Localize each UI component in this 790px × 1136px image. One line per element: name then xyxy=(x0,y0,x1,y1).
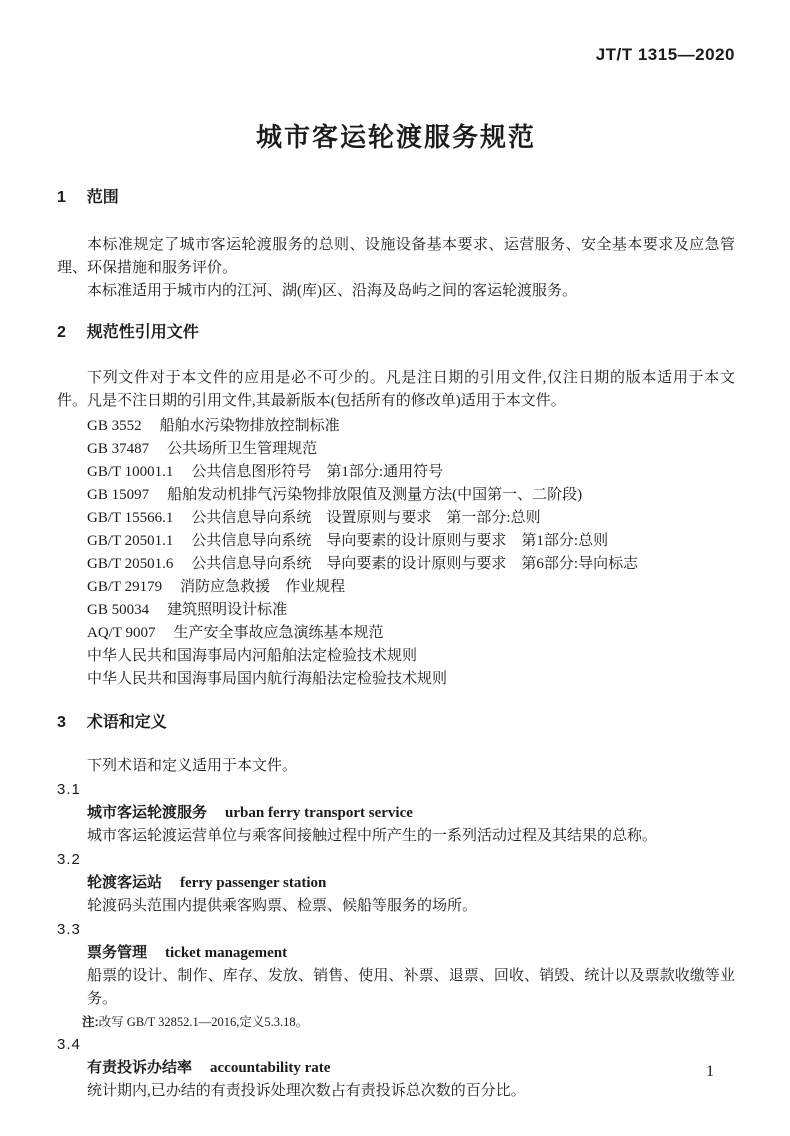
term-line xyxy=(57,801,735,825)
term-definition: 城市客运轮渡运营单位与乘客间接触过程中所产生的一系列活动过程及其结果的总称。 xyxy=(87,828,658,844)
term-chinese: 轮渡客运站 xyxy=(87,874,163,891)
reference-title: 中华人民共和国海事局国内航行海船法定检验技术规则 xyxy=(87,671,448,687)
reference-code: AQ/T 9007 xyxy=(87,625,156,641)
term-definition: 统计期内,已办结的有责投诉处理次数占有责投诉总次数的百分比。 xyxy=(87,1083,526,1099)
term-definition: 轮渡码头范围内提供乘客购票、检票、候船等服务的场所。 xyxy=(87,898,478,914)
reference-title: 建筑照明设计标准 xyxy=(167,602,288,618)
reference-code: GB/T 10001.1 xyxy=(87,464,174,480)
term-english: urban ferry transport service xyxy=(225,805,413,821)
term-chinese: 票务管理 xyxy=(87,944,148,961)
reference-title: 公共信息图形符号 第1部分:通用符号 xyxy=(191,464,444,480)
term-english: ferry passenger station xyxy=(180,875,327,891)
reference-title: 生产安全事故应急演练基本规范 xyxy=(173,625,384,641)
clause-number: 3.3 xyxy=(57,921,81,938)
reference-item xyxy=(57,530,735,553)
reference-title: 中华人民共和国海事局内河船舶法定检验技术规则 xyxy=(87,648,418,664)
reference-item xyxy=(57,668,735,691)
section-1-title: 范围 xyxy=(86,189,119,206)
page-title: 城市客运轮渡服务规范 xyxy=(255,122,536,152)
reference-code: GB 15097 xyxy=(87,487,150,503)
term-chinese: 有责投诉办结率 xyxy=(87,1059,193,1076)
section-1-heading xyxy=(57,188,735,208)
term-block xyxy=(57,1033,735,1103)
note-text: 改写 GB/T 32852.1—2016,定义5.3.18。 xyxy=(98,1015,309,1029)
term-line xyxy=(57,871,735,895)
term-english: ticket management xyxy=(165,945,288,961)
section-3-number: 3 xyxy=(57,714,66,731)
reference-title: 公共信息导向系统 导向要素的设计原则与要求 第6部分:导向标志 xyxy=(191,556,639,572)
section-2-heading xyxy=(57,323,735,343)
clause-number: 3.1 xyxy=(57,781,81,798)
reference-list xyxy=(57,415,735,691)
reference-title: 公共信息导向系统 导向要素的设计原则与要求 第1部分:总则 xyxy=(191,533,609,549)
reference-item xyxy=(57,576,735,599)
reference-code: GB 37487 xyxy=(87,441,150,457)
reference-item xyxy=(57,645,735,668)
reference-code: GB/T 29179 xyxy=(87,579,163,595)
section-2-intro: 下列文件对于本文件的应用是必不可少的。凡是注日期的引用文件,仅注日期的版本适用于本文件。凡是不注日期的引用文件,其最新版本(包括所有的修改单)适用于本文件。 xyxy=(57,370,735,409)
reference-title: 公共信息导向系统 设置原则与要求 第一部分:总则 xyxy=(191,510,541,526)
term-note xyxy=(57,1011,735,1033)
term-line xyxy=(57,1056,735,1080)
reference-code: GB/T 20501.6 xyxy=(87,556,174,572)
section-1-paragraph: 本标准适用于城市内的江河、湖(库)区、沿海及岛屿之间的客运轮渡服务。 xyxy=(87,283,577,299)
terms-list xyxy=(57,778,735,1103)
clause-number: 3.4 xyxy=(57,1036,81,1053)
reference-code: GB 3552 xyxy=(87,418,142,434)
reference-item xyxy=(57,438,735,461)
reference-item xyxy=(57,599,735,622)
term-block xyxy=(57,778,735,848)
term-english: accountability rate xyxy=(210,1060,331,1076)
term-block xyxy=(57,848,735,918)
reference-title: 公共场所卫生管理规范 xyxy=(167,441,318,457)
reference-title: 船舶发动机排气污染物排放限值及测量方法(中国第一、二阶段) xyxy=(167,487,583,503)
reference-title: 船舶水污染物排放控制标准 xyxy=(159,418,340,434)
term-chinese: 城市客运轮渡服务 xyxy=(87,804,208,821)
term-definition: 船票的设计、制作、库存、发放、销售、使用、补票、退票、回收、销毁、统计以及票款收缴等业务。 xyxy=(87,968,735,1007)
page-number: 1 xyxy=(706,1063,714,1080)
doc-code: JT/T 1315—2020 xyxy=(595,45,735,64)
section-1-number: 1 xyxy=(57,189,66,206)
section-3-heading xyxy=(57,713,735,733)
note-label: 注: xyxy=(82,1015,99,1029)
reference-code: GB 50034 xyxy=(87,602,150,618)
section-2-number: 2 xyxy=(57,324,66,341)
section-1-paragraph: 本标准规定了城市客运轮渡服务的总则、设施设备基本要求、运营服务、安全基本要求及应急管理、环保措施和服务评价。 xyxy=(57,237,735,276)
clause-number: 3.2 xyxy=(57,851,81,868)
reference-code: GB/T 20501.1 xyxy=(87,533,174,549)
reference-item xyxy=(57,507,735,530)
term-line xyxy=(57,941,735,965)
reference-item xyxy=(57,484,735,507)
section-3-title: 术语和定义 xyxy=(86,714,167,731)
reference-code: GB/T 15566.1 xyxy=(87,510,174,526)
term-block xyxy=(57,918,735,1033)
reference-item xyxy=(57,553,735,576)
reference-title: 消防应急救援 作业规程 xyxy=(180,579,346,595)
section-2-title: 规范性引用文件 xyxy=(86,324,199,341)
reference-item xyxy=(57,461,735,484)
section-3-intro: 下列术语和定义适用于本文件。 xyxy=(87,758,298,774)
reference-item xyxy=(57,622,735,645)
reference-item xyxy=(57,415,735,438)
